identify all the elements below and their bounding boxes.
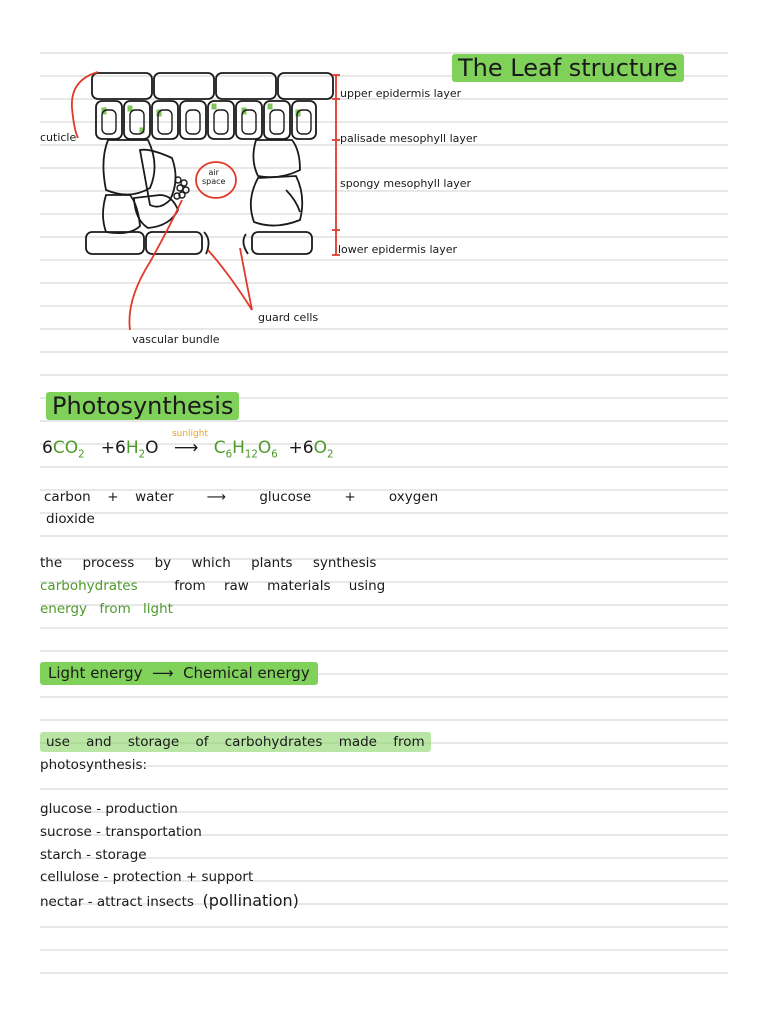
label-upper-epidermis: upper epidermis layer — [340, 87, 462, 100]
lower-epidermis-cell — [252, 232, 312, 254]
label-vascular-bundle: vascular bundle — [132, 333, 220, 346]
upper-epidermis-cell — [278, 73, 333, 99]
sunlight-condition: sunlight — [171, 429, 208, 439]
lower-epidermis-cell — [86, 232, 144, 254]
list-item: cellulose - protection + support — [40, 869, 254, 885]
photosynthesis-heading: Photosynthesis — [46, 392, 239, 420]
word-equation: carbon + water ⟶ glucose + oxygen — [44, 489, 439, 505]
label-cuticle: cuticle — [40, 131, 77, 144]
label-lower-epidermis: lower epidermis layer — [338, 243, 458, 256]
chemical-equation: $6CO_2$ $+6H_2O$ sunlight ⟶ $C_6H_{12}O_6 +6O_2$ — [42, 429, 334, 461]
cuticle-pointer — [72, 72, 98, 138]
list-item: glucose - production — [40, 801, 178, 817]
vascular-bundle-pointer — [129, 200, 182, 330]
upper-epidermis-cell — [154, 73, 214, 99]
label-palisade: palisade mesophyll layer — [340, 132, 478, 145]
definition-line-3: energy from light — [40, 601, 173, 617]
list-item: sucrose - transportation — [40, 824, 202, 840]
upper-epidermis-cell — [92, 73, 152, 99]
label-spongy: spongy mesophyll layer — [340, 177, 472, 190]
list-item: nectar - attract insects (pollination) — [40, 891, 299, 910]
word-equation-dioxide: dioxide — [46, 511, 95, 527]
energy-conversion: Light energy ⟶ Chemical energy — [40, 662, 318, 685]
spongy-mesophyll-cells — [103, 140, 302, 233]
pollination-note: (pollination) — [202, 891, 299, 910]
label-air-space: air space — [202, 168, 226, 186]
guard-cell-right — [243, 234, 248, 254]
definition-line-1: the process by which plants synthesis — [40, 555, 377, 571]
definition-line-2: carbohydrates from raw materials using — [40, 578, 386, 594]
page-title: The Leaf structure — [452, 54, 684, 82]
upper-epidermis-cell — [216, 73, 276, 99]
label-guard-cells: guard cells — [258, 311, 319, 324]
layer-bracket — [332, 75, 340, 255]
uses-heading-line-1: use and storage of carbohydrates made from — [40, 736, 431, 750]
uses-heading-line-2: photosynthesis: — [40, 757, 148, 773]
lower-epidermis-cell — [146, 232, 202, 254]
list-item: starch - storage — [40, 847, 147, 863]
